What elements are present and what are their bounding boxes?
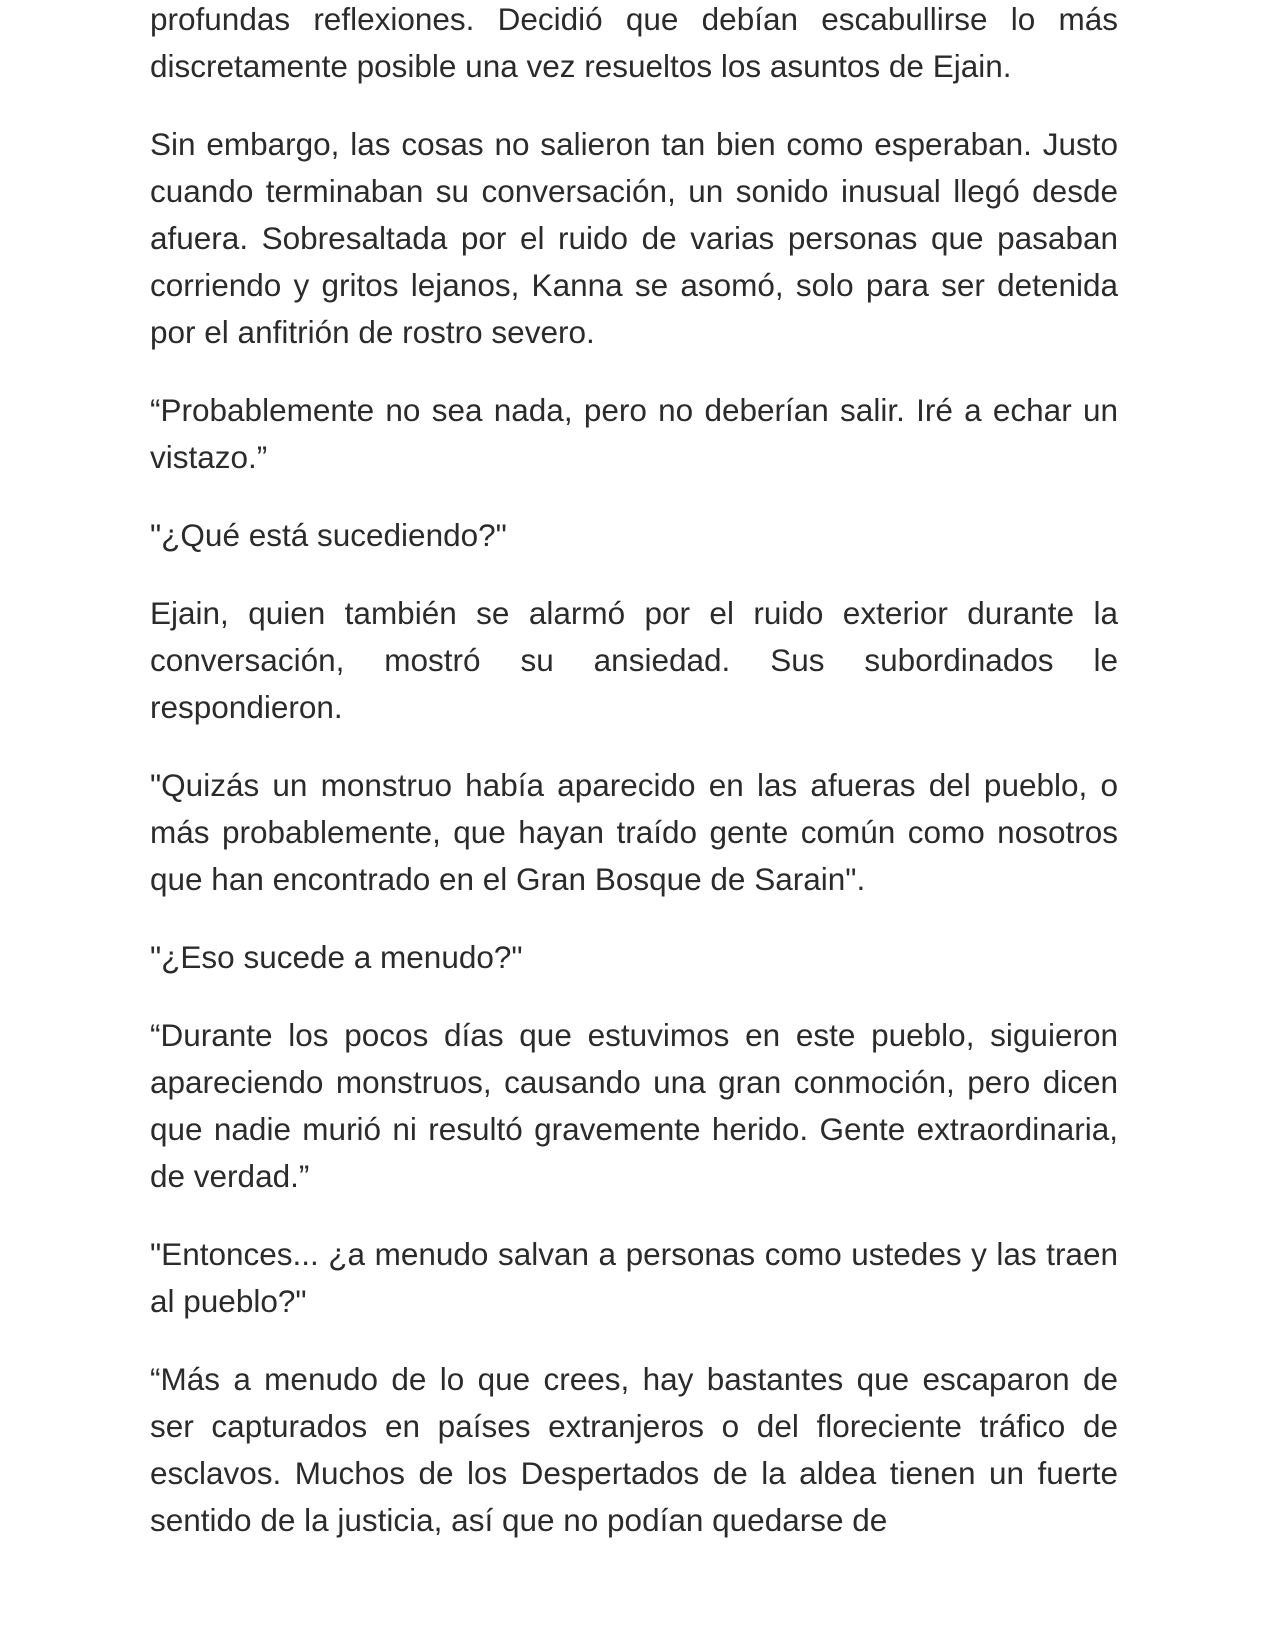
paragraph: "¿Qué está sucediendo?"	[150, 517, 507, 553]
document-page	[150, 0, 1118, 1575]
page-bottom-margin	[0, 1550, 1275, 1650]
paragraph: “Durante los pocos días que estuvimos en este pueblo, siguieron apareciendo monstruos, causando una gran conmoción, pero dicen que nadie murió ni resultó gravemente herido. Gente extraordinaria, de verdad.”	[150, 1017, 1118, 1194]
paragraph: profundas reflexiones. Decidió que debían escabullirse lo más discretamente posible una vez resueltos los asuntos de Ejain.	[150, 1, 1118, 84]
paragraph: Sin embargo, las cosas no salieron tan bien como esperaban. Justo cuando terminaban su conversación, un sonido inusual llegó desde afuera. Sobresaltada por el ruido de varias personas que pasaban corriendo y gritos lejanos, Kanna se asomó, solo para ser detenida por el anfitrión de rostro severo.	[150, 126, 1118, 350]
paragraph: "Quizás un monstruo había aparecido en las afueras del pueblo, o más probablemente, que hayan traído gente común como nosotros que han encontrado en el Gran Bosque de Sarain".	[150, 767, 1118, 897]
paragraph: “Probablemente no sea nada, pero no deberían salir. Iré a echar un vistazo.”	[150, 392, 1118, 475]
paragraph: Ejain, quien también se alarmó por el ruido exterior durante la conversación, mostró su ansiedad. Sus subordinados le respondieron.	[150, 595, 1118, 725]
paragraph: "¿Eso sucede a menudo?"	[150, 939, 523, 975]
paragraph-continued: “Más a menudo de lo que crees, hay bastantes que escaparon de ser capturados en países extranjeros o del floreciente tráfico de esclavos. Muchos de los Despertados de la aldea tienen un fuerte sentido de la justicia, así que no podían quedarse de	[150, 1361, 1118, 1538]
paragraph: "Entonces... ¿a menudo salvan a personas como ustedes y las traen al pueblo?"	[150, 1236, 1118, 1319]
